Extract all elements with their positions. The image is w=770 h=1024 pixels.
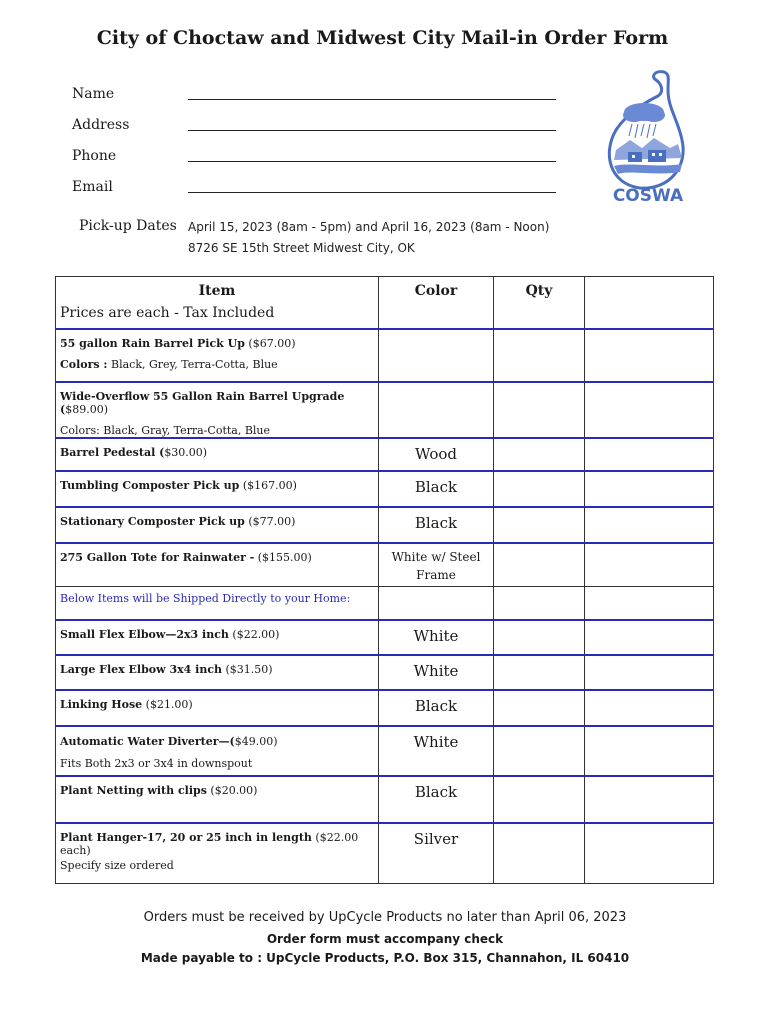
extra-cell bbox=[585, 438, 714, 471]
table-row bbox=[56, 507, 714, 543]
item-cell bbox=[56, 655, 379, 690]
qty-cell[interactable] bbox=[494, 620, 585, 655]
item-note: Specify size ordered bbox=[60, 858, 174, 872]
qty-cell[interactable] bbox=[494, 329, 585, 382]
name-field[interactable] bbox=[188, 99, 556, 100]
item-cell bbox=[56, 382, 379, 438]
qty-header: Qty bbox=[494, 277, 585, 329]
qty-cell[interactable] bbox=[494, 726, 585, 776]
logo-text: COSWA bbox=[612, 186, 684, 206]
qty-cell[interactable] bbox=[494, 655, 585, 690]
phone-field[interactable] bbox=[188, 161, 556, 162]
qty-cell[interactable] bbox=[494, 438, 585, 471]
color-cell[interactable] bbox=[379, 382, 494, 438]
pickup-address: 8726 SE 15th Street Midwest City, OK bbox=[188, 241, 415, 255]
table-header-row bbox=[56, 277, 714, 329]
item-name: Small Flex Elbow—2x3 inch ($22.00) bbox=[60, 627, 280, 641]
color-value: White bbox=[413, 732, 459, 751]
table-row bbox=[56, 587, 714, 620]
color-cell[interactable] bbox=[379, 776, 494, 823]
table-row bbox=[56, 543, 714, 587]
item-header-cell bbox=[56, 277, 379, 329]
color-cell[interactable] bbox=[379, 543, 494, 587]
color-value: Silver bbox=[413, 829, 459, 848]
item-cell bbox=[56, 543, 379, 587]
pickup-dates: April 15, 2023 (8am - 5pm) and April 16, 2023 (8am - Noon) bbox=[188, 220, 550, 234]
table-row bbox=[56, 329, 714, 382]
extra-cell bbox=[585, 543, 714, 587]
item-name: Stationary Composter Pick up ($77.00) bbox=[60, 514, 296, 528]
item-note: Colors : Black, Grey, Terra-Cotta, Blue bbox=[60, 357, 278, 371]
color-cell[interactable] bbox=[379, 726, 494, 776]
payable-note: Made payable to : UpCycle Products, P.O. Box 315, Channahon, IL 60410 bbox=[140, 951, 630, 965]
item-note: Colors: Black, Gray, Terra-Cotta, Blue bbox=[60, 423, 271, 437]
color-cell[interactable] bbox=[379, 620, 494, 655]
table-row bbox=[56, 620, 714, 655]
phone-label: Phone bbox=[72, 148, 117, 164]
extra-cell bbox=[585, 823, 714, 884]
form-title: City of Choctaw and Midwest City Mail-in Order Form bbox=[96, 27, 669, 49]
extra-cell bbox=[585, 329, 714, 382]
qty-cell[interactable] bbox=[494, 382, 585, 438]
color-cell[interactable] bbox=[379, 690, 494, 726]
color-cell[interactable] bbox=[379, 655, 494, 690]
qty-cell[interactable] bbox=[494, 823, 585, 884]
extra-cell bbox=[585, 620, 714, 655]
color-value: Black bbox=[414, 696, 458, 715]
email-field[interactable] bbox=[188, 192, 556, 193]
item-cell bbox=[56, 471, 379, 507]
item-cell bbox=[56, 438, 379, 471]
extra-cell bbox=[585, 726, 714, 776]
table-row bbox=[56, 776, 714, 823]
color-value: Black bbox=[414, 477, 458, 496]
color-cell bbox=[379, 587, 494, 620]
color-value: White w/ Steel Frame bbox=[391, 549, 481, 582]
extra-cell bbox=[585, 587, 714, 620]
item-name: 55 gallon Rain Barrel Pick Up ($67.00) bbox=[60, 336, 296, 350]
qty-cell[interactable] bbox=[494, 776, 585, 823]
color-cell[interactable] bbox=[379, 438, 494, 471]
rain-drop-logo-icon bbox=[598, 68, 698, 206]
extra-cell bbox=[585, 471, 714, 507]
deadline-note: Orders must be received by UpCycle Products no later than April 06, 2023 bbox=[143, 910, 627, 925]
extra-cell bbox=[585, 655, 714, 690]
order-table bbox=[55, 276, 714, 884]
qty-cell[interactable] bbox=[494, 471, 585, 507]
qty-cell[interactable] bbox=[494, 507, 585, 543]
item-header: Item bbox=[198, 283, 236, 299]
extra-cell bbox=[585, 690, 714, 726]
qty-cell bbox=[494, 587, 585, 620]
email-label: Email bbox=[72, 179, 113, 195]
table-row bbox=[56, 690, 714, 726]
table-row bbox=[56, 438, 714, 471]
extra-cell bbox=[585, 507, 714, 543]
section-cell bbox=[56, 587, 379, 620]
item-cell bbox=[56, 690, 379, 726]
color-value: Black bbox=[414, 513, 458, 532]
color-cell[interactable] bbox=[379, 329, 494, 382]
item-note: Fits Both 2x3 or 3x4 in downspout bbox=[60, 756, 253, 770]
extra-cell bbox=[585, 776, 714, 823]
color-value: Black bbox=[414, 782, 458, 801]
price-note: Prices are each - Tax Included bbox=[60, 305, 275, 321]
color-cell[interactable] bbox=[379, 471, 494, 507]
name-label: Name bbox=[72, 86, 115, 102]
item-name: Plant Hanger-17, 20 or 25 inch in length ($22.00 each) bbox=[60, 830, 359, 857]
color-cell[interactable] bbox=[379, 507, 494, 543]
qty-cell[interactable] bbox=[494, 543, 585, 587]
item-cell bbox=[56, 776, 379, 823]
table-row bbox=[56, 382, 714, 438]
table-row bbox=[56, 655, 714, 690]
address-field[interactable] bbox=[188, 130, 556, 131]
extra-cell bbox=[585, 382, 714, 438]
table-row bbox=[56, 726, 714, 776]
item-cell bbox=[56, 620, 379, 655]
item-cell bbox=[56, 823, 379, 884]
item-name: 275 Gallon Tote for Rainwater - ($155.00) bbox=[60, 550, 312, 564]
item-name: Plant Netting with clips ($20.00) bbox=[60, 783, 258, 797]
table-row bbox=[56, 471, 714, 507]
color-header: Color bbox=[379, 277, 494, 329]
item-name: Automatic Water Diverter—($49.00) bbox=[60, 734, 278, 748]
extra-header bbox=[585, 277, 714, 329]
item-name: Barrel Pedestal ($30.00) bbox=[60, 445, 208, 459]
item-name: Linking Hose ($21.00) bbox=[60, 697, 193, 711]
color-value: White bbox=[413, 661, 459, 680]
item-name: Large Flex Elbow 3x4 inch ($31.50) bbox=[60, 662, 273, 676]
color-value: White bbox=[413, 626, 459, 645]
color-cell[interactable] bbox=[379, 823, 494, 884]
qty-cell[interactable] bbox=[494, 690, 585, 726]
item-name: Tumbling Composter Pick up ($167.00) bbox=[60, 478, 297, 492]
check-note: Order form must accompany check bbox=[266, 932, 504, 946]
color-value: Wood bbox=[414, 444, 458, 463]
shipped-note: Below Items will be Shipped Directly to your Home: bbox=[60, 592, 351, 605]
item-cell bbox=[56, 507, 379, 543]
item-name: Wide-Overflow 55 Gallon Rain Barrel Upgrade ($89.00) bbox=[60, 389, 345, 416]
pickup-label: Pick-up Dates bbox=[79, 218, 177, 234]
item-cell bbox=[56, 329, 379, 382]
table-row bbox=[56, 823, 714, 884]
address-label: Address bbox=[72, 117, 130, 133]
item-cell bbox=[56, 726, 379, 776]
